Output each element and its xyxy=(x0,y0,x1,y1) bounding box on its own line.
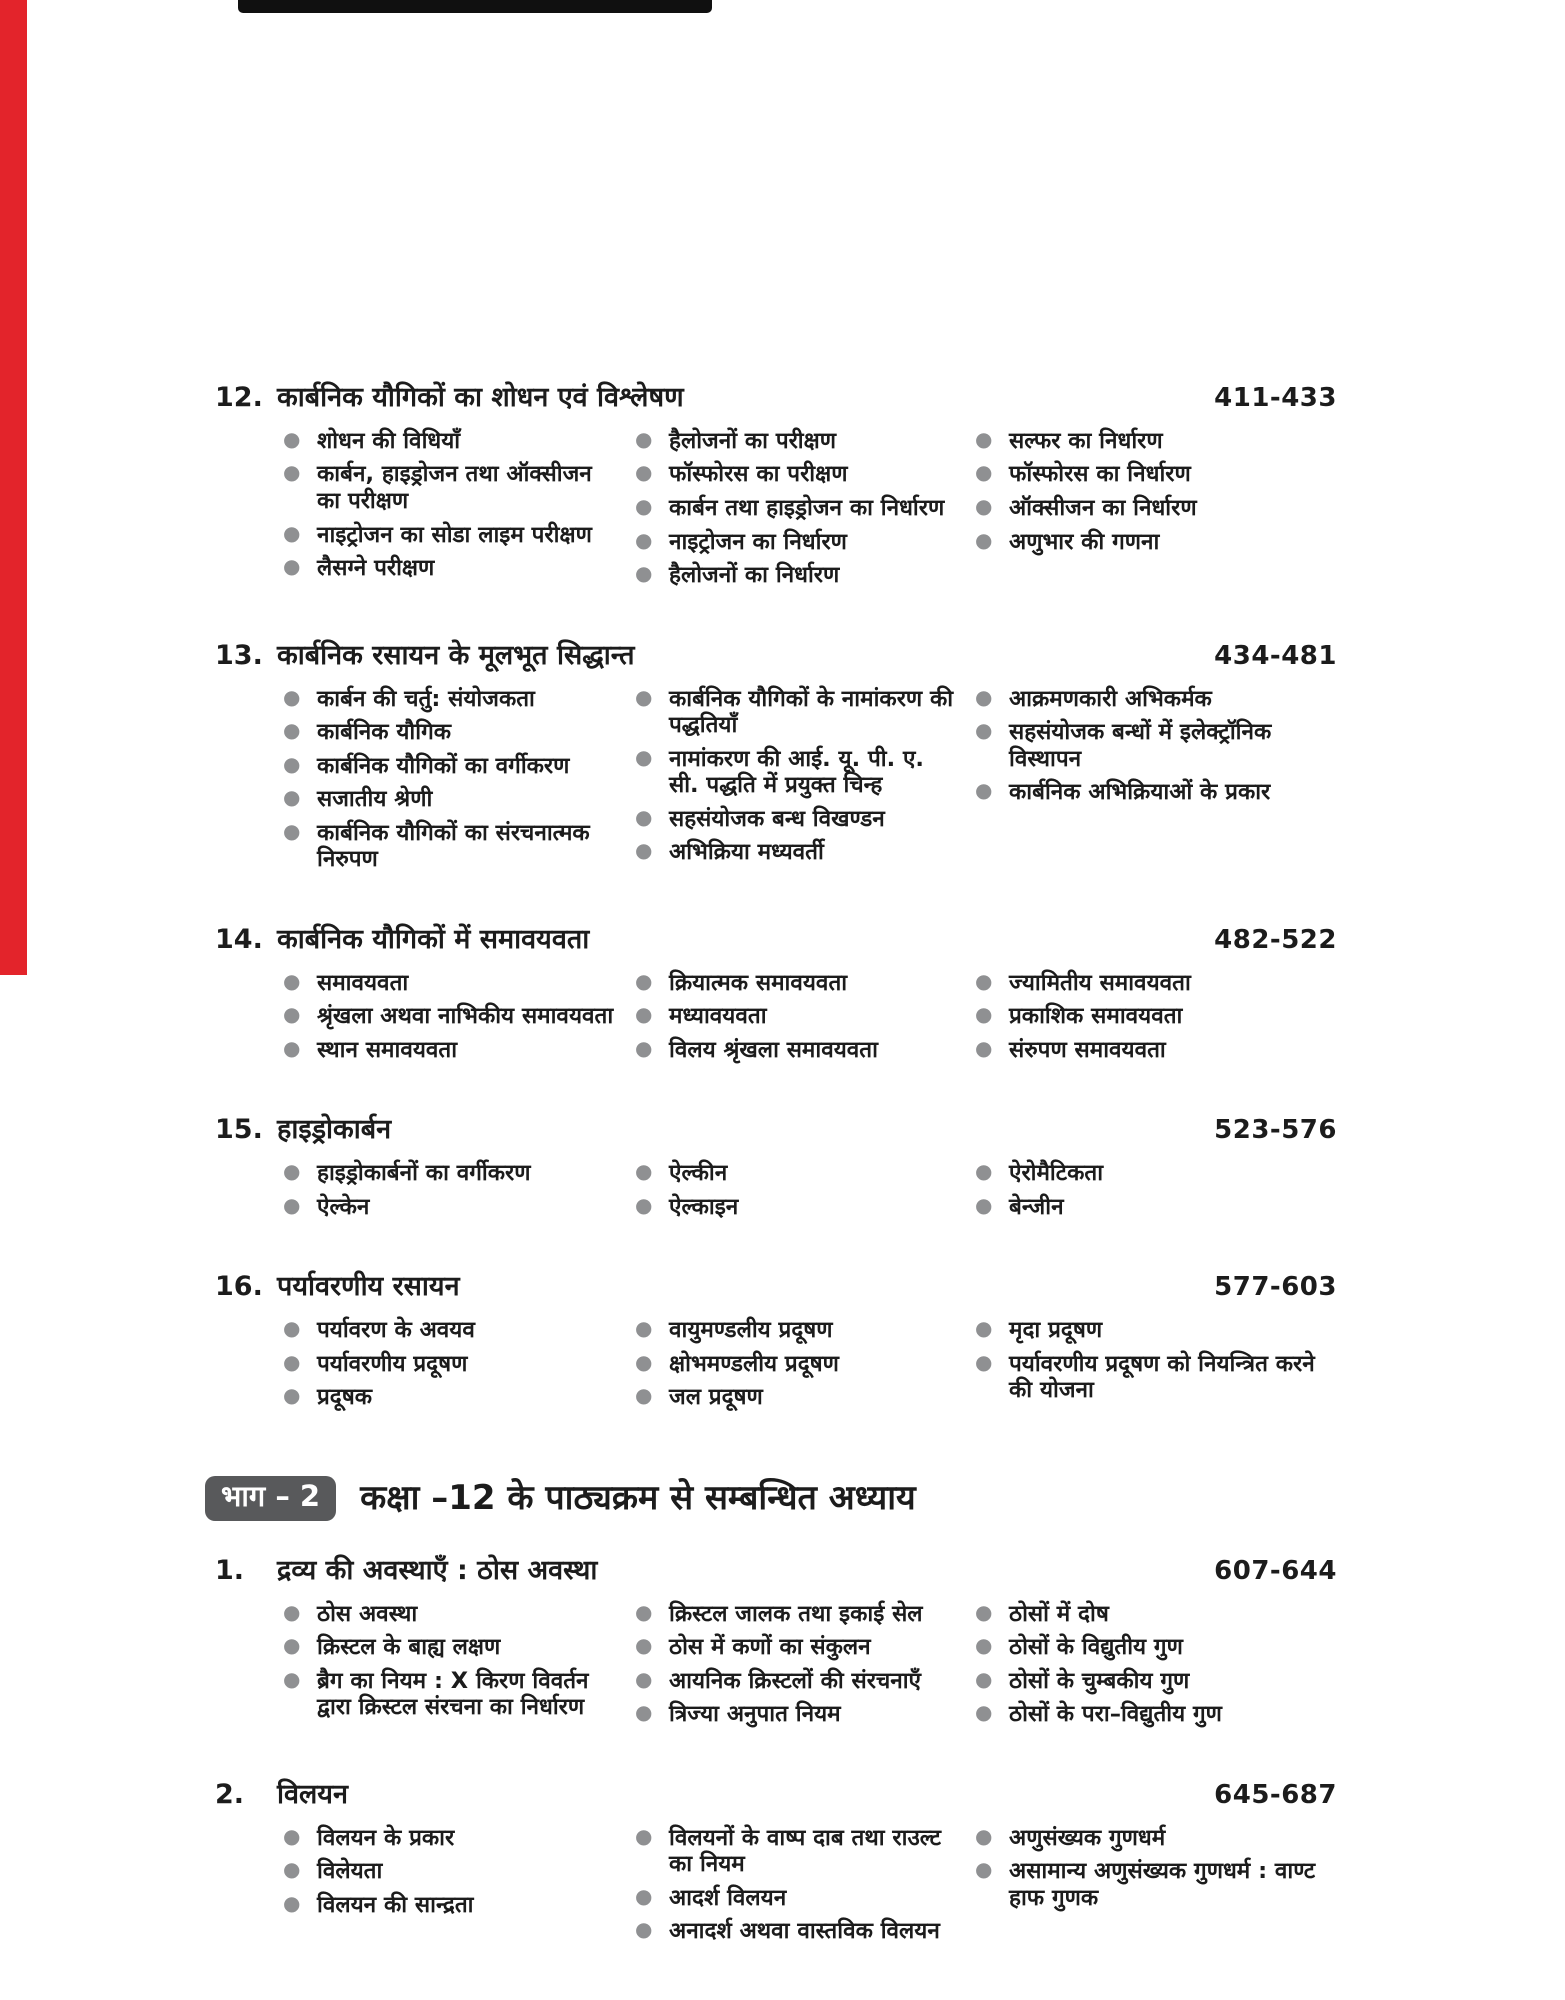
topic-item xyxy=(973,1825,1323,1852)
topic-text: क्षोभमण्डलीय प्रदूषण xyxy=(669,1350,839,1377)
topic-item xyxy=(973,1194,1323,1221)
topic-item xyxy=(281,1668,619,1721)
part1-chapter-list xyxy=(215,382,1337,1418)
chapter-title: कार्बनिक यौगिकों का शोधन एवं विश्लेषण xyxy=(277,382,684,413)
bullet-dot-icon: ● xyxy=(635,1035,653,1060)
chapter-heading-row xyxy=(215,1114,1337,1146)
topic-item xyxy=(973,461,1323,488)
topic-text: सहसंयोजक बन्ध विखण्डन xyxy=(669,805,885,832)
topic-text: कार्बनिक अभिक्रियाओं के प्रकार xyxy=(1009,779,1271,806)
topic-item xyxy=(633,1668,959,1695)
topic-text: ऐल्केन xyxy=(317,1193,370,1220)
bullet-dot-icon: ● xyxy=(635,804,653,829)
toc-chapter xyxy=(215,1271,1337,1418)
topic-text: अणुसंख्यक गुणधर्म xyxy=(1009,1824,1166,1851)
topic-item xyxy=(281,1160,619,1187)
topic-text: अभिक्रिया मध्यवर्ती xyxy=(669,839,824,866)
chapter-title: कार्बनिक यौगिकों में समावयवता xyxy=(277,923,590,955)
topic-text: पर्यावरणीय प्रदूषण xyxy=(317,1350,468,1377)
bullet-dot-icon: ● xyxy=(975,1823,993,1848)
bullet-dot-icon: ● xyxy=(975,1035,993,1060)
chapter-page-range: 523-576 xyxy=(1214,1115,1337,1146)
topic-text: विलयन के प्रकार xyxy=(317,1824,455,1851)
topic-item xyxy=(973,1351,1323,1404)
topic-item xyxy=(633,1701,959,1728)
topic-text: क्रिस्टल के बाह्य लक्षण xyxy=(317,1634,501,1661)
chapter-title: विलयन xyxy=(277,1778,348,1810)
topic-item xyxy=(281,1003,619,1030)
topic-column xyxy=(973,1825,1337,1919)
topic-item xyxy=(281,1825,619,1852)
bullet-dot-icon: ● xyxy=(975,1159,993,1184)
bullet-dot-icon: ● xyxy=(635,744,653,769)
topic-text: ऐल्कीन xyxy=(669,1160,728,1187)
bullet-dot-icon: ● xyxy=(283,1159,301,1184)
topic-item xyxy=(973,1003,1323,1030)
topic-text: सहसंयोजक बन्धों में इलेक्ट्रॉनिक विस्थापन xyxy=(1009,719,1272,772)
bullet-dot-icon: ● xyxy=(635,493,653,518)
bullet-dot-icon: ● xyxy=(635,838,653,863)
left-red-margin-bar xyxy=(0,0,27,975)
bullet-dot-icon: ● xyxy=(975,1857,993,1882)
chapter-topic-columns xyxy=(281,970,1337,1071)
topic-column xyxy=(281,1160,633,1227)
topic-text: कार्बनिक यौगिक xyxy=(317,719,452,746)
top-scan-artifact-bar xyxy=(238,0,712,13)
topic-column xyxy=(973,1317,1337,1411)
topic-item xyxy=(973,1037,1323,1064)
topic-text: समावयवता xyxy=(317,969,409,996)
topic-item xyxy=(973,428,1323,455)
topic-text: कार्बन तथा हाइड्रोजन का निर्धारण xyxy=(669,494,945,521)
topic-text: ठोस में कणों का संकुलन xyxy=(669,1634,871,1661)
topic-text: ठोसों के चुम्बकीय गुण xyxy=(1009,1667,1190,1694)
topic-item xyxy=(633,1160,959,1187)
topic-column xyxy=(633,1601,973,1735)
topic-text: त्रिज्या अनुपात नियम xyxy=(669,1701,841,1728)
bullet-dot-icon: ● xyxy=(635,460,653,485)
topic-text: पर्यावरण के अवयव xyxy=(317,1317,475,1344)
topic-column xyxy=(973,970,1337,1071)
topic-item xyxy=(281,1194,619,1221)
bullet-dot-icon: ● xyxy=(635,1159,653,1184)
bullet-dot-icon: ● xyxy=(283,718,301,743)
bullet-dot-icon: ● xyxy=(975,1700,993,1725)
bullet-dot-icon: ● xyxy=(283,460,301,485)
topic-item xyxy=(281,1317,619,1344)
topic-text: प्रदूषक xyxy=(317,1384,373,1411)
topic-item xyxy=(973,1858,1323,1911)
bullet-dot-icon: ● xyxy=(635,1192,653,1217)
part2-header xyxy=(205,1476,1337,1521)
topic-text: कार्बनिक यौगिकों के नामांकरण की पद्धतियाँ xyxy=(669,685,954,739)
topic-text: शोधन की विधियाँ xyxy=(317,427,461,454)
bullet-dot-icon: ● xyxy=(283,520,301,545)
topic-item xyxy=(281,461,619,514)
topic-item xyxy=(281,786,619,813)
topic-text: कार्बन की चर्तु: संयोजकता xyxy=(317,685,535,712)
topic-column xyxy=(973,428,1337,562)
chapter-title: द्रव्य की अवस्थाएँ : ठोस अवस्था xyxy=(277,1554,598,1586)
chapter-heading-row xyxy=(215,924,1337,956)
topic-item xyxy=(633,1351,959,1378)
chapter-number: 12. xyxy=(215,382,263,413)
topic-text: नामांकरण की आई. यू. पी. ए. सी. पद्धति में प्रयुक्त चिन्ह xyxy=(669,745,924,799)
chapter-topic-columns xyxy=(281,1601,1337,1735)
topic-item xyxy=(633,1003,959,1030)
topic-item xyxy=(633,686,959,739)
toc-chapter xyxy=(215,640,1337,880)
part2-badge: भाग – 2 xyxy=(205,1476,336,1521)
topic-column xyxy=(633,1825,973,1952)
bullet-dot-icon: ● xyxy=(283,1383,301,1408)
bullet-dot-icon: ● xyxy=(283,554,301,579)
topic-text: हैलोजनों का निर्धारण xyxy=(669,562,840,589)
toc-chapter xyxy=(215,1555,1337,1735)
topic-column xyxy=(633,970,973,1071)
bullet-dot-icon: ● xyxy=(975,684,993,709)
topic-item xyxy=(281,1384,619,1411)
bullet-dot-icon: ● xyxy=(635,1002,653,1027)
topic-text: ऑक्सीजन का निर्धारण xyxy=(1009,494,1197,521)
bullet-dot-icon: ● xyxy=(635,1666,653,1691)
topic-item xyxy=(973,719,1323,772)
topic-text: ब्रैग का नियम : X किरण विवर्तन द्वारा क्रिस्टल संरचना का निर्धारण xyxy=(317,1667,589,1721)
bullet-dot-icon: ● xyxy=(635,1917,653,1942)
topic-item xyxy=(973,1701,1323,1728)
topic-text: हैलोजनों का परीक्षण xyxy=(669,427,837,454)
part2-chapter-list xyxy=(215,1555,1337,1952)
bullet-dot-icon: ● xyxy=(975,527,993,552)
bullet-dot-icon: ● xyxy=(283,818,301,843)
toc-chapter xyxy=(215,924,1337,1071)
topic-item xyxy=(973,1160,1323,1187)
chapter-title: कार्बनिक रसायन के मूलभूत सिद्धान्त xyxy=(277,639,635,671)
chapter-topic-columns xyxy=(281,428,1337,596)
topic-item xyxy=(633,970,959,997)
topic-text: ठोस अवस्था xyxy=(317,1600,418,1627)
topic-text: फॉस्फोरस का परीक्षण xyxy=(669,461,848,488)
chapter-topic-columns xyxy=(281,686,1337,880)
topic-text: वायुमण्डलीय प्रदूषण xyxy=(669,1317,833,1344)
topic-item xyxy=(633,495,959,522)
chapter-page-range: 482-522 xyxy=(1214,924,1337,955)
chapter-page-range: 577-603 xyxy=(1214,1272,1337,1303)
topic-item xyxy=(973,1317,1323,1344)
bullet-dot-icon: ● xyxy=(635,527,653,552)
topic-column xyxy=(281,686,633,880)
topic-item xyxy=(633,461,959,488)
topic-item xyxy=(281,1634,619,1661)
topic-text: विलयनों के वाष्प दाब तथा राउल्ट का नियम xyxy=(669,1824,941,1878)
topic-text: संरुपण समावयवता xyxy=(1009,1036,1166,1063)
chapter-heading-row xyxy=(215,640,1337,672)
bullet-dot-icon: ● xyxy=(635,1633,653,1658)
chapter-heading-row xyxy=(215,1271,1337,1303)
topic-text: आदर्श विलयन xyxy=(669,1884,787,1911)
bullet-dot-icon: ● xyxy=(283,1002,301,1027)
table-of-contents xyxy=(215,382,1337,1996)
topic-column xyxy=(633,1317,973,1418)
topic-column xyxy=(281,970,633,1071)
chapter-page-range: 434-481 xyxy=(1214,640,1337,671)
topic-column xyxy=(281,1317,633,1418)
topic-item xyxy=(281,970,619,997)
topic-item xyxy=(281,1351,619,1378)
topic-text: हाइड्रोकार्बनों का वर्गीकरण xyxy=(317,1160,531,1187)
topic-item xyxy=(633,1885,959,1912)
topic-item xyxy=(281,1858,619,1885)
bullet-dot-icon: ● xyxy=(635,684,653,709)
topic-item xyxy=(281,428,619,455)
topic-item xyxy=(973,686,1323,713)
bullet-dot-icon: ● xyxy=(635,1700,653,1725)
topic-item xyxy=(281,719,619,746)
bullet-dot-icon: ● xyxy=(635,1383,653,1408)
bullet-dot-icon: ● xyxy=(283,1857,301,1882)
toc-chapter xyxy=(215,382,1337,596)
topic-text: ठोसों में दोष xyxy=(1009,1600,1109,1627)
bullet-dot-icon: ● xyxy=(975,1316,993,1341)
topic-text: ऐल्काइन xyxy=(669,1193,739,1220)
topic-item xyxy=(633,1317,959,1344)
chapter-topic-columns xyxy=(281,1825,1337,1952)
bullet-dot-icon: ● xyxy=(635,1823,653,1848)
chapter-heading-row xyxy=(215,382,1337,414)
topic-text: फॉस्फोरस का निर्धारण xyxy=(1009,461,1191,488)
bullet-dot-icon: ● xyxy=(975,1002,993,1027)
bullet-dot-icon: ● xyxy=(283,1192,301,1217)
topic-item xyxy=(281,1037,619,1064)
topic-text: नाइट्रोजन का सोडा लाइम परीक्षण xyxy=(317,521,592,548)
bullet-dot-icon: ● xyxy=(283,1349,301,1374)
topic-item xyxy=(973,779,1323,806)
topic-text: ज्यामितीय समावयवता xyxy=(1009,969,1191,996)
topic-item xyxy=(281,1892,619,1919)
chapter-number: 2. xyxy=(215,1778,245,1810)
topic-item xyxy=(633,1384,959,1411)
topic-column xyxy=(281,1825,633,1926)
bullet-dot-icon: ● xyxy=(635,426,653,451)
topic-text: बेन्जीन xyxy=(1009,1193,1064,1220)
topic-text: विलेयता xyxy=(317,1858,383,1885)
topic-text: सजातीय श्रेणी xyxy=(317,786,433,813)
bullet-dot-icon: ● xyxy=(283,684,301,709)
chapter-number: 16. xyxy=(215,1271,263,1303)
topic-text: ऐरोमैटिकता xyxy=(1009,1160,1104,1187)
topic-column xyxy=(973,1160,1337,1227)
bullet-dot-icon: ● xyxy=(975,1599,993,1624)
topic-item xyxy=(633,529,959,556)
topic-text: ठोसों के विद्युतीय गुण xyxy=(1009,1634,1183,1661)
bullet-dot-icon: ● xyxy=(975,968,993,993)
topic-item xyxy=(281,522,619,549)
bullet-dot-icon: ● xyxy=(975,1349,993,1374)
topic-text: प्रकाशिक समावयवता xyxy=(1009,1003,1183,1030)
bullet-dot-icon: ● xyxy=(283,1890,301,1915)
topic-text: विलयन की सान्द्रता xyxy=(317,1891,474,1918)
bullet-dot-icon: ● xyxy=(283,968,301,993)
topic-item xyxy=(973,529,1323,556)
topic-text: लैसग्ने परीक्षण xyxy=(317,555,435,582)
topic-item xyxy=(633,1601,959,1628)
bullet-dot-icon: ● xyxy=(283,1035,301,1060)
bullet-dot-icon: ● xyxy=(283,1666,301,1691)
bullet-dot-icon: ● xyxy=(635,1316,653,1341)
part2-heading: कक्षा –12 के पाठ्यक्रम से सम्बन्धित अध्याय xyxy=(360,1477,916,1518)
chapter-topic-columns xyxy=(281,1160,1337,1227)
bullet-dot-icon: ● xyxy=(975,493,993,518)
topic-column xyxy=(973,1601,1337,1735)
bullet-dot-icon: ● xyxy=(975,426,993,451)
topic-text: विलय श्रृंखला समावयवता xyxy=(669,1036,878,1063)
topic-item xyxy=(633,428,959,455)
topic-text: क्रियात्मक समावयवता xyxy=(669,969,848,996)
topic-text: अणुभार की गणना xyxy=(1009,528,1160,555)
topic-item xyxy=(281,1601,619,1628)
topic-column xyxy=(633,686,973,873)
topic-text: सल्फर का निर्धारण xyxy=(1009,427,1163,454)
bullet-dot-icon: ● xyxy=(283,1316,301,1341)
chapter-page-range: 645-687 xyxy=(1214,1779,1337,1810)
toc-chapter xyxy=(215,1779,1337,1952)
topic-text: श्रृंखला अथवा नाभिकीय समावयवता xyxy=(317,1003,614,1030)
topic-item xyxy=(281,820,619,873)
topic-item xyxy=(633,1825,959,1878)
chapter-title: हाइड्रोकार्बन xyxy=(277,1114,392,1146)
bullet-dot-icon: ● xyxy=(283,1599,301,1624)
topic-item xyxy=(973,1601,1323,1628)
topic-text: कार्बनिक यौगिकों का वर्गीकरण xyxy=(317,752,570,779)
topic-column xyxy=(973,686,1337,813)
topic-item xyxy=(633,562,959,589)
chapter-heading-row xyxy=(215,1555,1337,1587)
chapter-topic-columns xyxy=(281,1317,1337,1418)
bullet-dot-icon: ● xyxy=(975,1633,993,1658)
bullet-dot-icon: ● xyxy=(975,778,993,803)
chapter-number: 15. xyxy=(215,1114,263,1146)
topic-item xyxy=(973,1634,1323,1661)
topic-text: कार्बनिक यौगिकों का संरचनात्मक निरुपण xyxy=(317,819,590,873)
topic-item xyxy=(281,753,619,780)
topic-text: जल प्रदूषण xyxy=(669,1384,763,1411)
topic-text: क्रिस्टल जालक तथा इकाई सेल xyxy=(669,1600,923,1627)
bullet-dot-icon: ● xyxy=(975,1666,993,1691)
topic-item xyxy=(633,1634,959,1661)
bullet-dot-icon: ● xyxy=(635,1599,653,1624)
bullet-dot-icon: ● xyxy=(635,1349,653,1374)
topic-item xyxy=(973,970,1323,997)
bullet-dot-icon: ● xyxy=(283,785,301,810)
bullet-dot-icon: ● xyxy=(635,561,653,586)
chapter-title: पर्यावरणीय रसायन xyxy=(277,1271,460,1303)
topic-item xyxy=(973,1668,1323,1695)
topic-text: स्थान समावयवता xyxy=(317,1036,458,1063)
topic-item xyxy=(633,806,959,833)
bullet-dot-icon: ● xyxy=(283,751,301,776)
chapter-page-range: 607-644 xyxy=(1214,1555,1337,1586)
topic-text: कार्बन, हाइड्रोजन तथा ऑक्सीजन का परीक्षण xyxy=(317,461,592,514)
topic-text: अनादर्श अथवा वास्तविक विलयन xyxy=(669,1918,940,1945)
bullet-dot-icon: ● xyxy=(635,1883,653,1908)
bullet-dot-icon: ● xyxy=(635,968,653,993)
toc-chapter xyxy=(215,1114,1337,1227)
bullet-dot-icon: ● xyxy=(283,1823,301,1848)
topic-column xyxy=(281,428,633,589)
topic-item xyxy=(633,746,959,799)
topic-text: नाइट्रोजन का निर्धारण xyxy=(669,528,847,555)
topic-item xyxy=(281,686,619,713)
topic-text: पर्यावरणीय प्रदूषण को नियन्त्रित करने की योजना xyxy=(1009,1350,1315,1404)
bullet-dot-icon: ● xyxy=(975,460,993,485)
bullet-dot-icon: ● xyxy=(283,426,301,451)
bullet-dot-icon: ● xyxy=(283,1633,301,1658)
topic-item xyxy=(633,839,959,866)
chapter-number: 1. xyxy=(215,1554,245,1586)
topic-column xyxy=(281,1601,633,1728)
topic-column xyxy=(633,1160,973,1227)
chapter-heading-row xyxy=(215,1779,1337,1811)
topic-item xyxy=(633,1037,959,1064)
chapter-number: 13. xyxy=(215,639,263,671)
topic-text: आयनिक क्रिस्टलों की संरचनाएँ xyxy=(669,1667,921,1694)
chapter-page-range: 411-433 xyxy=(1214,383,1337,413)
topic-text: आक्रमणकारी अभिकर्मक xyxy=(1009,685,1212,712)
topic-text: मध्यावयवता xyxy=(669,1003,767,1030)
bullet-dot-icon: ● xyxy=(975,1192,993,1217)
topic-column xyxy=(633,428,973,596)
topic-text: ठोसों के परा–विद्युतीय गुण xyxy=(1009,1701,1222,1728)
topic-item xyxy=(633,1194,959,1221)
topic-item xyxy=(633,1918,959,1945)
topic-item xyxy=(973,495,1323,522)
topic-text: मृदा प्रदूषण xyxy=(1009,1317,1103,1344)
topic-item xyxy=(281,555,619,582)
chapter-number: 14. xyxy=(215,923,263,955)
topic-text: असामान्य अणुसंख्यक गुणधर्म : वाण्ट हाफ गुणक xyxy=(1009,1858,1316,1911)
bullet-dot-icon: ● xyxy=(975,718,993,743)
